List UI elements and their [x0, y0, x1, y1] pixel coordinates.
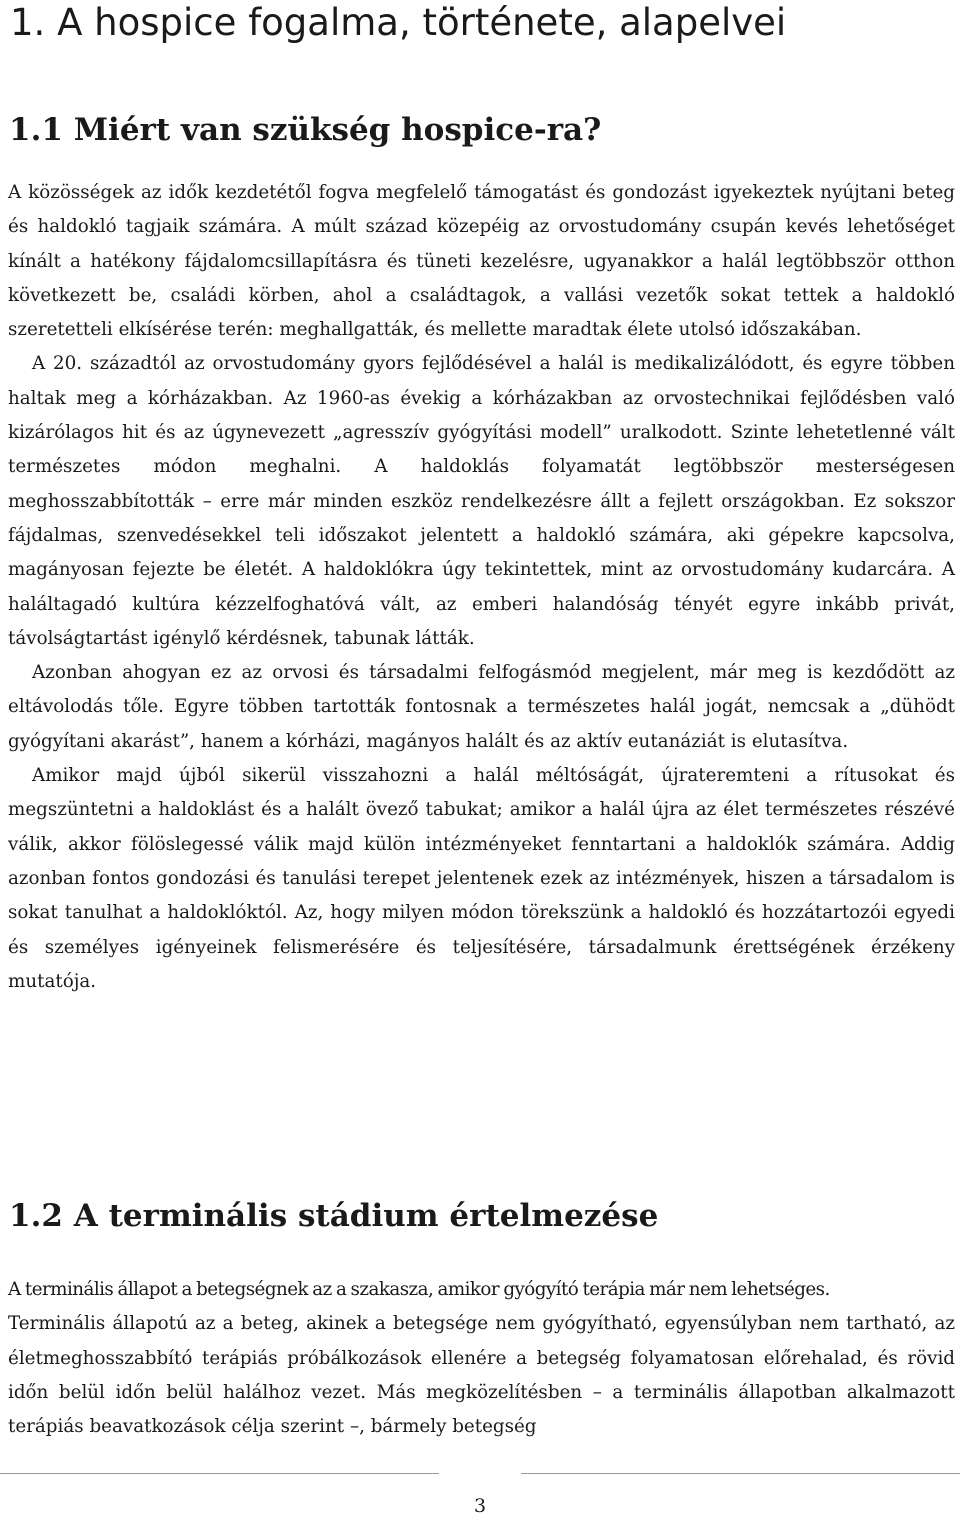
section-body-1-1	[8, 176, 955, 999]
paragraph: A közösségek az idők kezdetétől fogva megfelelő támogatást és gondozást igyekeztek nyújtani beteg és haldokló tagjaik számára. A múlt század közepéig az orvostudomány csupán kevés lehetőséget kínált a hatékony fájdalomcsillapításra és tüneti kezelésre, ugyanakkor a halál legtöbbször otthon következett be, családi körben, ahol a családtagok, a vallási vezetők sokat tettek a haldokló szeretetteli elkísérése terén: meghallgatták, és mellette maradtak élete utolsó időszakában.	[8, 182, 955, 341]
section-body-1-2	[8, 1273, 955, 1444]
section-heading-1-2: 1.2 A terminális stádium értelmezése	[9, 1198, 659, 1234]
paragraph: A terminális állapot a betegségnek az a szakasza, amikor gyógyító terápia már nem lehetséges.	[8, 1279, 830, 1300]
section-heading-1-1: 1.1 Miért van szükség hospice-ra?	[9, 112, 602, 148]
paragraph: Azonban ahogyan ez az orvosi és társadalmi felfogásmód megjelent, már meg is kezdődött az eltávolodás tőle. Egyre többen tartották fontosnak a természetes halál jogát, nemcsak a „dühödt gyógyítani akarást”, hanem a kórházi, magányos halált és az aktív eutanáziát is elutasítva.	[8, 662, 955, 752]
paragraph: Amikor majd újból sikerül visszahozni a halál méltóságát, újrateremteni a rítusokat és megszüntetni a haldoklást és a halált övező tabukat; amikor a halál újra az élet természetes részévé válik, akkor fölöslegessé válik majd külön intézményeket fenntartani a haldoklók számára. Addig azonban fontos gondozási és tanulási terepet jelentenek ezek az intézmények, hiszen a társadalom is sokat tanulhat a haldoklóktól. Az, hogy milyen módon törekszünk a haldokló és hozzátartozói egyedi és személyes igényeinek felismerésére és teljesítésére, társadalmunk érettségének érzékeny mutatója.	[8, 765, 955, 992]
page-number: 3	[473, 1495, 487, 1517]
chapter-title: 1. A hospice fogalma, története, alapelvei	[10, 1, 787, 44]
footer-rule-right	[521, 1473, 960, 1474]
footer-rule-left	[0, 1473, 439, 1474]
paragraph: Terminális állapotú az a beteg, akinek a betegsége nem gyógyítható, egyensúlyban nem tartható, az életmeghosszabbító terápiás próbálkozások ellenére a betegség folyamatosan előrehalad, és rövid időn belül időn belül halálhoz vezet. Más megközelítésben – a terminális állapotban alkalmazott terápiás beavatkozások célja szerint –, bármely betegség	[8, 1313, 955, 1438]
paragraph: A 20. századtól az orvostudomány gyors fejlődésével a halál is medikalizálódott, és egyre többen haltak meg a kórházakban. Az 1960-as évekig a kórházakban az orvostechnikai fejlődésben való kizárólagos hit és az úgynevezett „agresszív gyógyítási modell” uralkodott. Szinte lehetetlenné vált természetes módon meghalni. A haldoklás folyamatát legtöbbször mesterségesen meghosszabbították – erre már minden eszköz rendelkezésre állt a fejlett országokban. Ez sokszor fájdalmas, szenvedésekkel teli időszakot jelentett a haldokló számára, aki gépekre kapcsolva, magányosan fejezte be életét. A haldoklókra úgy tekintettek, mint az orvostudomány kudarcára. A haláltagadó kultúra kézzelfoghatóvá vált, az emberi halandóság tényét egyre inkább privát, távolságtartást igénylő kérdésnek, tabunak látták.	[8, 353, 955, 649]
